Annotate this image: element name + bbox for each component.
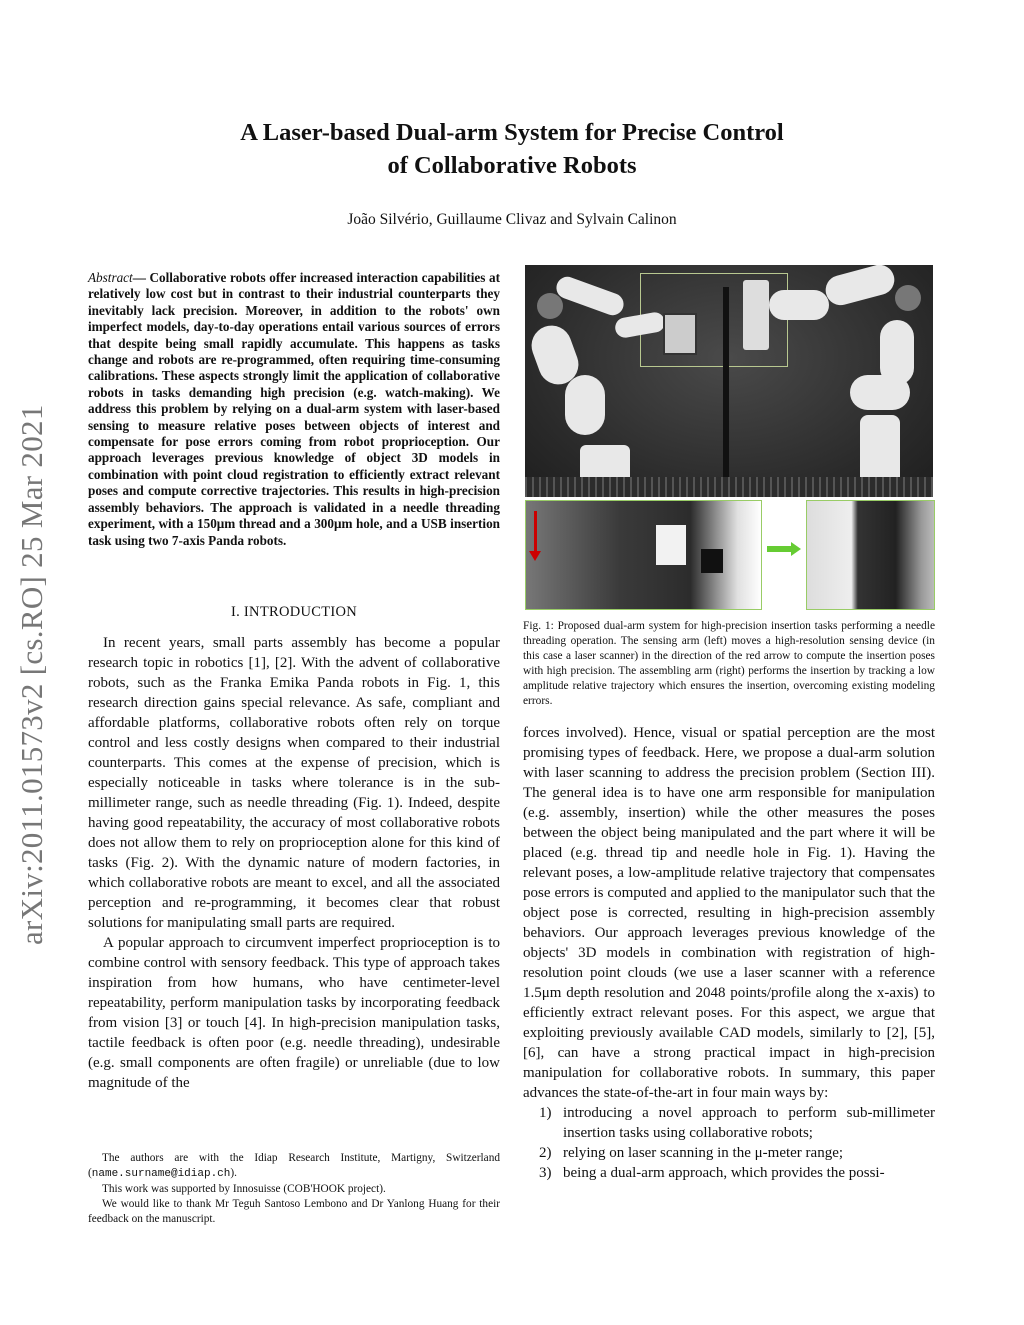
list-text: introducing a novel approach to perform sub-millimeter insertion tasks using collaborative robots;	[563, 1105, 935, 1141]
section-heading: I. INTRODUCTION	[230, 604, 358, 620]
paragraph: In recent years, small parts assembly has become a popular research topic in robotics [1], [2]. With the advent of collaborative robots, such as the Franka Emika Panda robots in Fig. 1, this research direction gains special relevance. As safe, compliant and affordable platforms, collaborative robots often rely on torque control and less costly designs when compared to their industrial counterparts. This comes at the expense of precision, which is especially noticeable in tasks where tolerance is in the sub-millimeter range, such as needle threading (Fig. 1). Indeed, despite having good repeatability, the accuracy of most collaborative robots does not allow them to rely on proprioception alone for this kind of tasks (Fig. 2). With the dynamic nature of modern factories, in which collaborative robots are meant to excel, and all the associated perception and re-programming, it becomes clear that robust solutions for manipulating small parts are required.	[88, 635, 500, 931]
footnote-funding: This work was supported by Innosuisse (COB'HOOK project).	[102, 1183, 386, 1195]
list-text: relying on laser scanning in the μ-meter range;	[563, 1145, 844, 1161]
abstract	[88, 270, 500, 549]
needle-threading-closeup-photo	[806, 500, 935, 610]
paragraph: forces involved). Hence, visual or spatial perception are the most promising types of feedback. Here, we propose a dual-arm solution with laser scanning to address the precision problem (Section III). The general idea is to have one arm responsible for manipulation (e.g. assembly, insertion) while the other measures the poses between the object being manipulated and the part where it will be placed (e.g. thread tip and needle hole in Fig. 1). Having the relevant poses, a low-amplitude relative trajectory that compensates pose errors is computed and applied to the manipulator such that the object pose is corrected, resulting in high-precision assembly behaviors. Our approach leverages previous knowledge of the objects' 3D models in combination with registration of high-resolution point clouds (we use a laser scanner with a reference 1.5μm depth resolution and 2048 points/profile along the x-axis) to efficiently extract relevant poses. For this aspect, we argue that exploiting previously available CAD models, similarly to [2], [5], [6], can have a strong practical impact in high-precision manipulation for collaborative robots. In summary, this paper advances the state-of-the-art in four main ways by:	[523, 725, 935, 1101]
footnotes	[88, 1151, 500, 1227]
list-item	[523, 1143, 935, 1163]
title-line-2: of Collaborative Robots	[387, 152, 637, 179]
list-item	[523, 1103, 935, 1143]
list-item	[523, 1163, 935, 1183]
green-arrow-icon	[767, 546, 793, 552]
footnote-acknowledgment: We would like to thank Mr Teguh Santoso Lembono and Dr Yanlong Huang for their feedback on the manuscript.	[88, 1198, 500, 1225]
list-number: 1)	[539, 1105, 552, 1121]
footnote-close: ).	[230, 1167, 237, 1179]
abstract-text: — Collaborative robots offer increased interaction capabilities at relatively low cost but in contrast to their industrial counterparts they inevitably lack precision. Moreover, in addition to the robots' own imperfect models, day-to-day operations entail various sources of errors that despite being small rapidly accumulate. This happens as tasks change and robots are re-programmed, often requiring time-consuming calibrations. These aspects strongly limit the application of collaborative robots in tasks demanding high precision (e.g. watch-making). We address this problem by relying on a dual-arm system with laser-based sensing to measure relative poses between objects of interest and compensate for pose errors coming from robot proprioception. Our approach leverages previous knowledge of object 3D models in combination with point cloud registration to efficiently extract relevant poses and compute corrective trajectories. This results in high-precision assembly behaviors. The approach is validated in a needle threading experiment, with a 150μm thread and a 300μm hole, and a USB insertion task using two 7-axis Panda robots.	[88, 270, 500, 548]
title-line-1: A Laser-based Dual-arm System for Precise Control	[240, 119, 784, 146]
arxiv-stamp: arXiv:2011.01573v2 [cs.RO] 25 Mar 2021	[14, 404, 49, 945]
right-column-body	[523, 723, 935, 1183]
list-number: 2)	[539, 1145, 552, 1161]
footnote-affiliation: The authors are with the Idiap Research Institute, Martigny, Switzerland (	[88, 1152, 500, 1179]
left-column-body	[88, 633, 500, 1093]
contributions-list	[523, 1103, 935, 1183]
authors: João Silvério, Guillaume Clivaz and Sylvain Calinon	[347, 211, 677, 228]
figure-1-image	[523, 263, 935, 610]
laser-scan-closeup-photo	[525, 500, 762, 610]
figure-caption: Fig. 1: Proposed dual-arm system for high-precision insertion tasks performing a needle threading operation. The sensing arm (left) moves a high-resolution sensing device (in this case a laser scanner) in the direction of the red arrow to compute the insertion poses with high precision. The assembling arm (right) performs the insertion by tracking a low amplitude relative trajectory which ensures the insertion, overcoming existing modeling errors.	[523, 620, 935, 707]
list-text: being a dual-arm approach, which provides the possi-	[563, 1165, 885, 1181]
paragraph: A popular approach to circumvent imperfect proprioception is to combine control with sensory feedback. This type of approach takes inspiration from how humans, who have centimeter-level repeatability, perform manipulation tasks by incorporating feedback from vision [3] or touch [4]. In high-precision manipulation tasks, tactile feedback is often poor (e.g. needle threading), undesirable (e.g. small components are often fragile) or unreliable (due to low magnitude of the	[88, 935, 500, 1091]
abstract-label: Abstract	[88, 270, 133, 285]
footnote-email: name.surname@idiap.ch	[91, 1168, 231, 1180]
paper-title	[0, 116, 1024, 182]
list-number: 3)	[539, 1165, 552, 1181]
dual-arm-photo	[525, 265, 933, 497]
